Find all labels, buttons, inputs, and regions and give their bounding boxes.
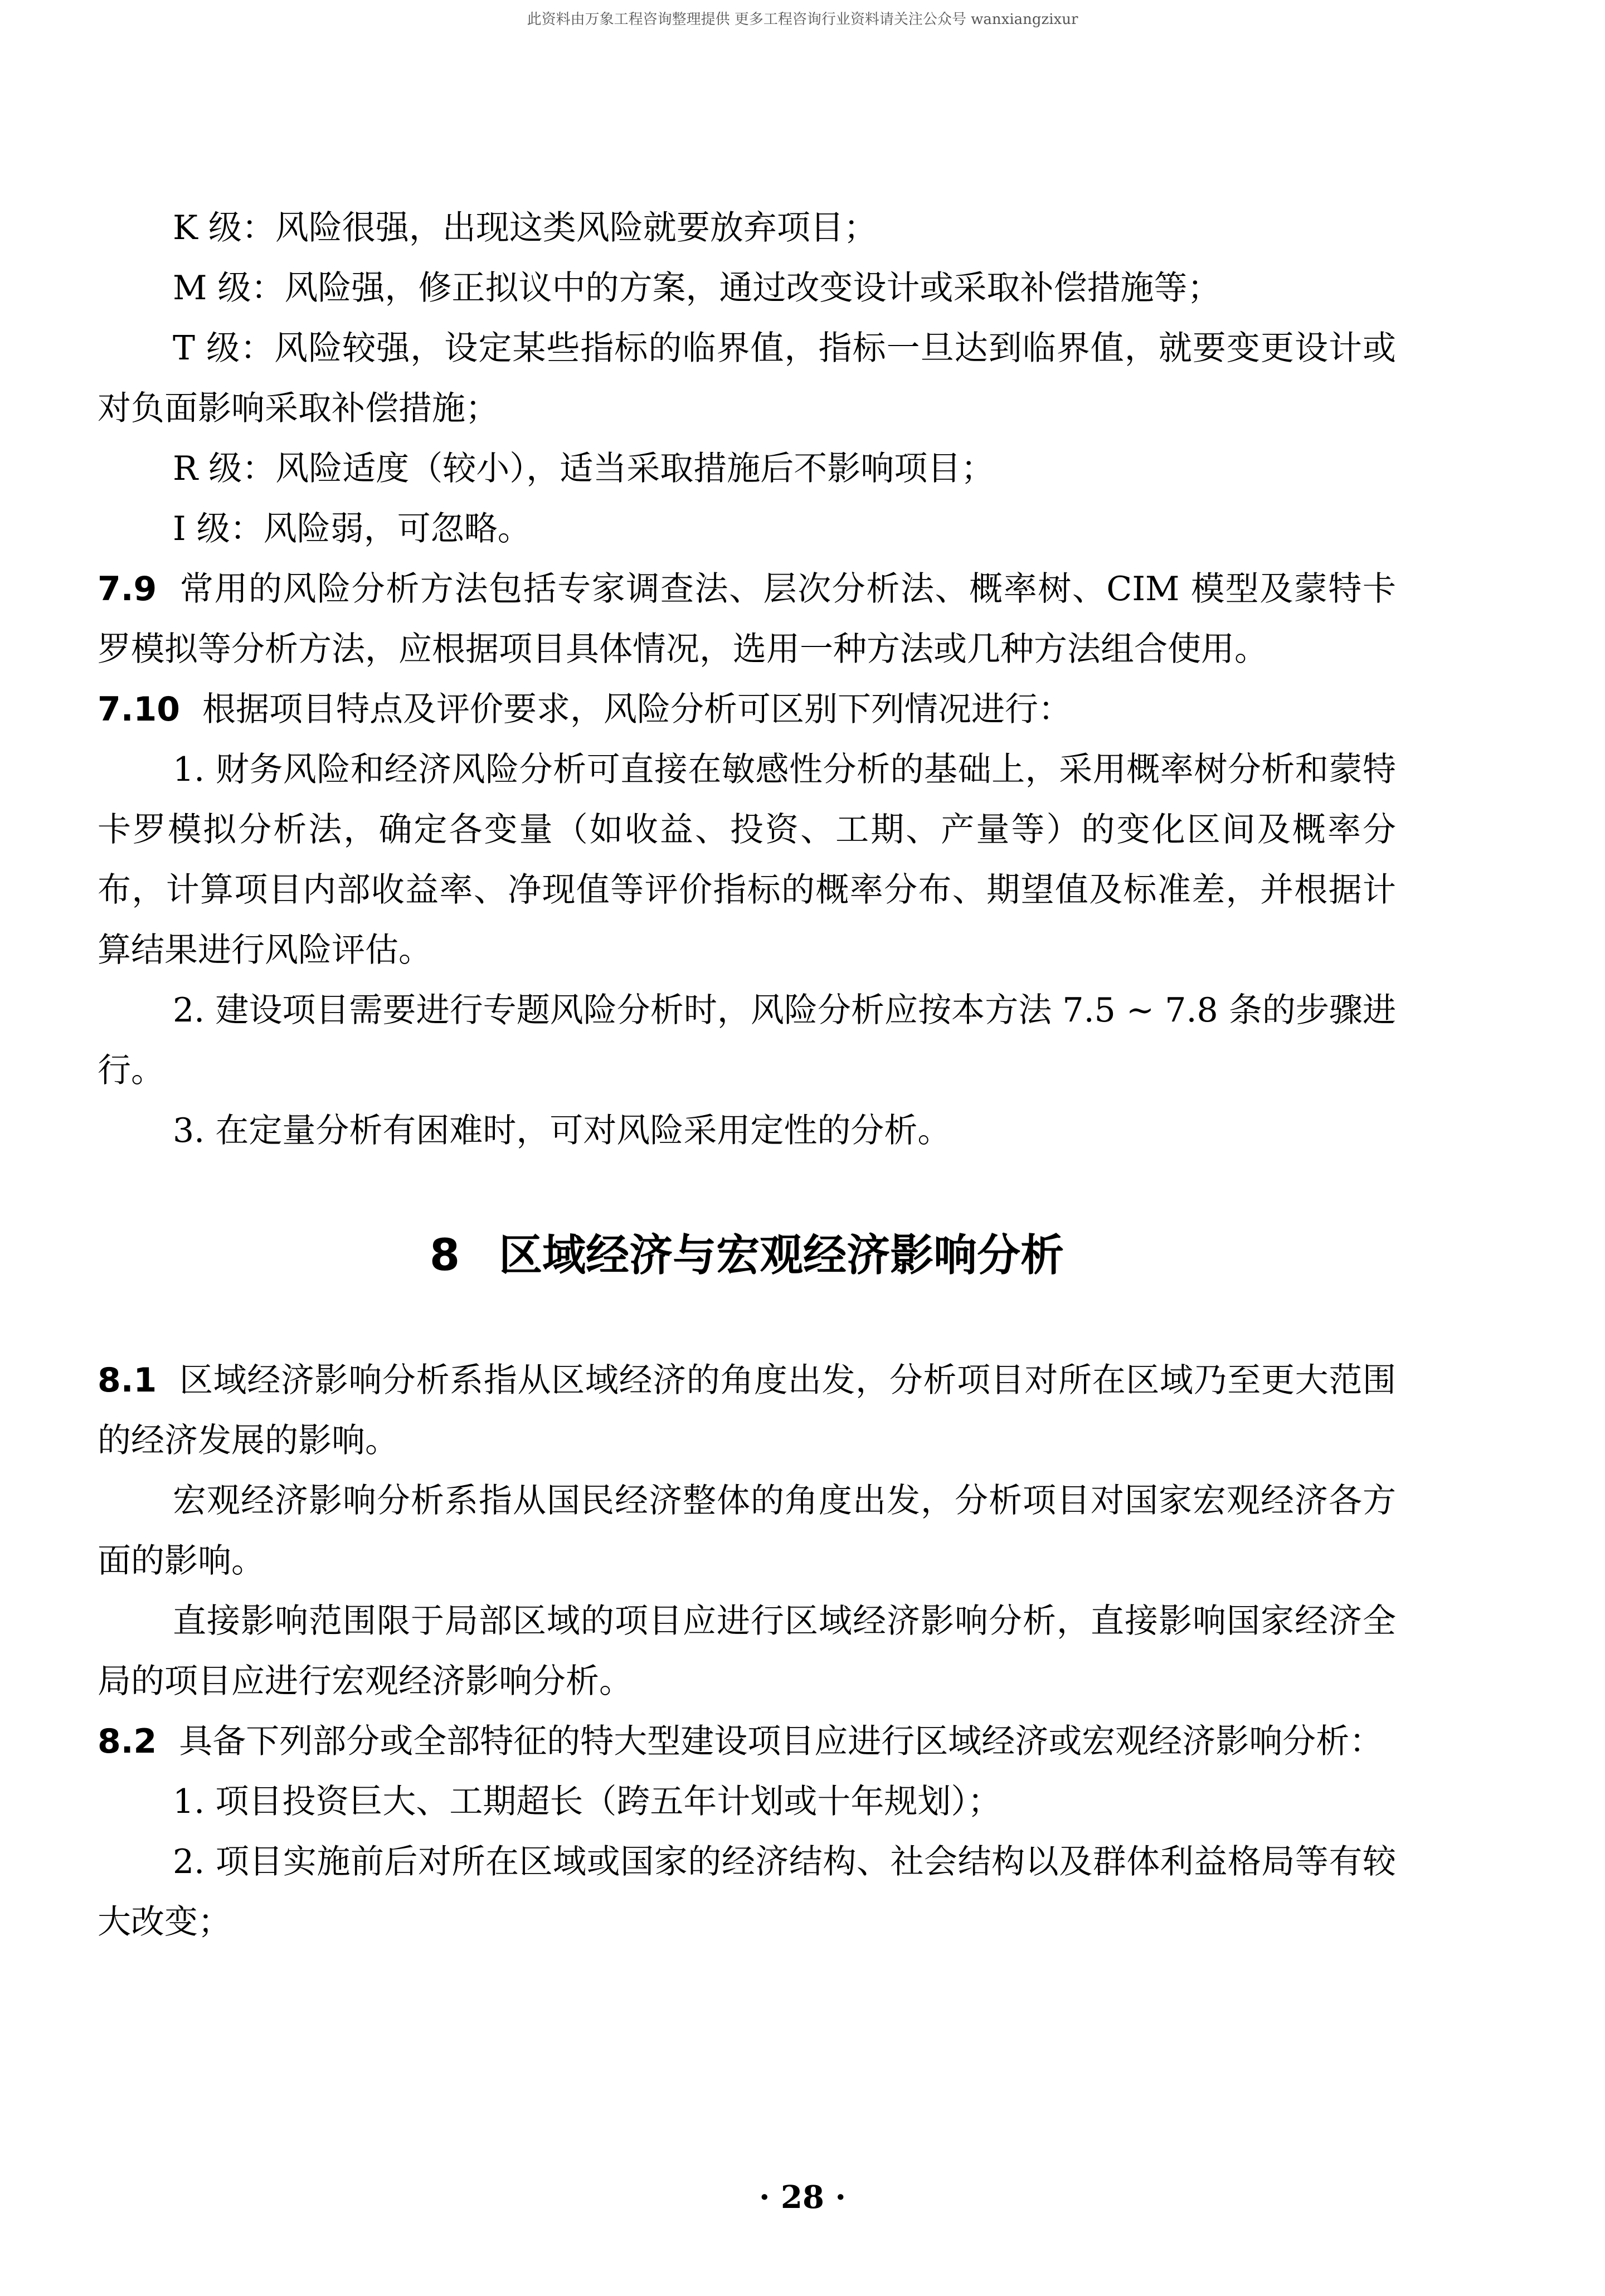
clause-text: 具备下列部分或全部特征的特大型建设项目应进行区域经济或宏观经济影响分析：: [179, 1722, 1383, 1761]
chapter-number: 8: [429, 1230, 460, 1281]
clause-text: 根据项目特点及评价要求，风险分析可区别下列情况进行：: [202, 690, 1072, 729]
clause-number: 8.2: [98, 1722, 157, 1761]
clause-8-2-item-2: 2. 项目实施前后对所在区域或国家的经济结构、社会结构以及群体利益格局等有较大改变；: [98, 1842, 1396, 1942]
risk-level-t: T 级：风险较强，设定某些指标的临界值，指标一旦达到临界值，就要变更设计或对负面影响采取补偿措施；: [98, 329, 1396, 428]
clause-7-10-item-1: 1. 财务风险和经济风险分析可直接在敏感性分析的基础上，采用概率树分析和蒙特卡罗模拟分析法，确定各变量（如收益、投资、工期、产量等）的变化区间及概率分布，计算项目内部收益率、净现值等评价指标的概率分布、期望值及标准差，并根据计算结果进行风险评估。: [98, 750, 1396, 970]
clause-7-10-item-3: 3. 在定量分析有困难时，可对风险采用定性的分析。: [173, 1111, 951, 1150]
watermark-text: 此资料由万象工程咨询整理提供 更多工程咨询行业资料请关注公众号 wanxiangzixur: [527, 11, 1078, 28]
chapter-heading: [98, 1222, 1396, 1289]
risk-level-i: I 级：风险弱，可忽略。: [173, 509, 531, 548]
clause-number: 7.9: [98, 570, 157, 609]
clause-number: 8.1: [98, 1361, 157, 1400]
clause-8-2-item-1: 1. 项目投资巨大、工期超长（跨五年计划或十年规划）；: [173, 1782, 1001, 1821]
clause-8-1-paragraph-2: 宏观经济影响分析系指从国民经济整体的角度出发，分析项目对国家宏观经济各方面的影响。: [98, 1481, 1396, 1580]
clause-text: 区域经济影响分析系指从区域经济的角度出发，分析项目对所在区域乃至更大范围的经济发展的影响。: [98, 1361, 1396, 1460]
clause-7-9: [98, 559, 1396, 679]
clause-8-1-paragraph-3: 直接影响范围限于局部区域的项目应进行区域经济影响分析，直接影响国家经济全局的项目应进行宏观经济影响分析。: [98, 1602, 1396, 1701]
page-number: · 28 ·: [759, 2179, 846, 2216]
clause-7-10: [98, 679, 1396, 740]
clause-8-1: [98, 1350, 1396, 1471]
page-content: [98, 198, 1396, 1952]
clause-8-2: [98, 1711, 1396, 1772]
risk-level-r: R 级：风险适度（较小），适当采取措施后不影响项目；: [173, 449, 995, 488]
clause-7-10-item-2: 2. 建设项目需要进行专题风险分析时，风险分析应按本方法 7.5 ~ 7.8 条的步骤进行。: [98, 991, 1396, 1090]
clause-text: 常用的风险分析方法包括专家调查法、层次分析法、概率树、CIM 模型及蒙特卡罗模拟等分析方法，应根据项目具体情况，选用一种方法或几种方法组合使用。: [98, 570, 1396, 669]
chapter-title: 区域经济与宏观经济影响分析: [499, 1230, 1064, 1281]
risk-level-k: K 级：风险很强，出现这类风险就要放弃项目；: [173, 208, 877, 247]
clause-number: 7.10: [98, 690, 181, 729]
risk-level-m: M 级：风险强，修正拟议中的方案，通过改变设计或采取补偿措施等；: [173, 269, 1221, 308]
